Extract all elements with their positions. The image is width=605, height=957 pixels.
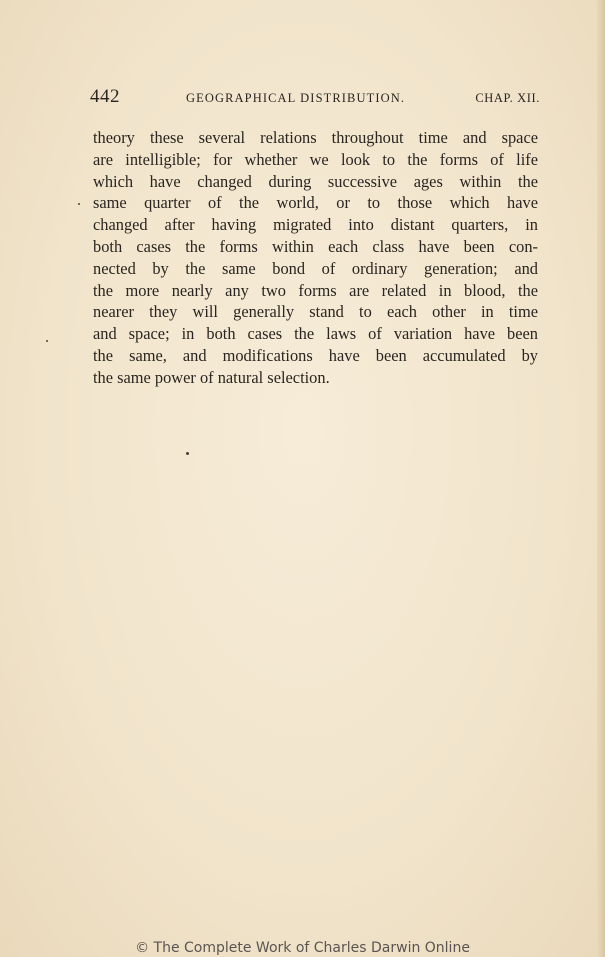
page-number: 442 [90,86,120,107]
ink-speck [186,452,189,455]
text-line: same quarter of the world, or to those which have [93,193,538,213]
text-line: changed after having migrated into distant quarters, in [93,215,538,235]
text-line: the same power of natural selection. [93,367,330,387]
body-paragraph [93,127,538,389]
text-line: the more nearly any two forms are related in blood, the [93,280,538,300]
copyright-footer: © The Complete Work of Charles Darwin Online [135,940,470,956]
ink-speck [46,340,48,342]
text-line: nected by the same bond of ordinary generation; and [93,258,538,278]
text-line: nearer they will generally stand to each other in time [93,302,538,322]
text-line: both cases the forms within each class have been con- [93,236,538,256]
ink-speck [78,203,80,205]
chapter-label: CHAP. XII. [475,91,540,105]
text-line: are intelligible; for whether we look to the forms of life [93,149,538,169]
running-header [90,86,540,110]
text-line: and space; in both cases the laws of variation have been [93,324,538,344]
text-line: theory these several relations throughout time and space [93,128,538,147]
running-title: GEOGRAPHICAL DISTRIBUTION. [186,91,406,105]
text-line: which have changed during successive ages within the [93,171,538,191]
text-line: the same, and modifications have been accumulated by [93,345,538,365]
page-edge [597,0,605,957]
